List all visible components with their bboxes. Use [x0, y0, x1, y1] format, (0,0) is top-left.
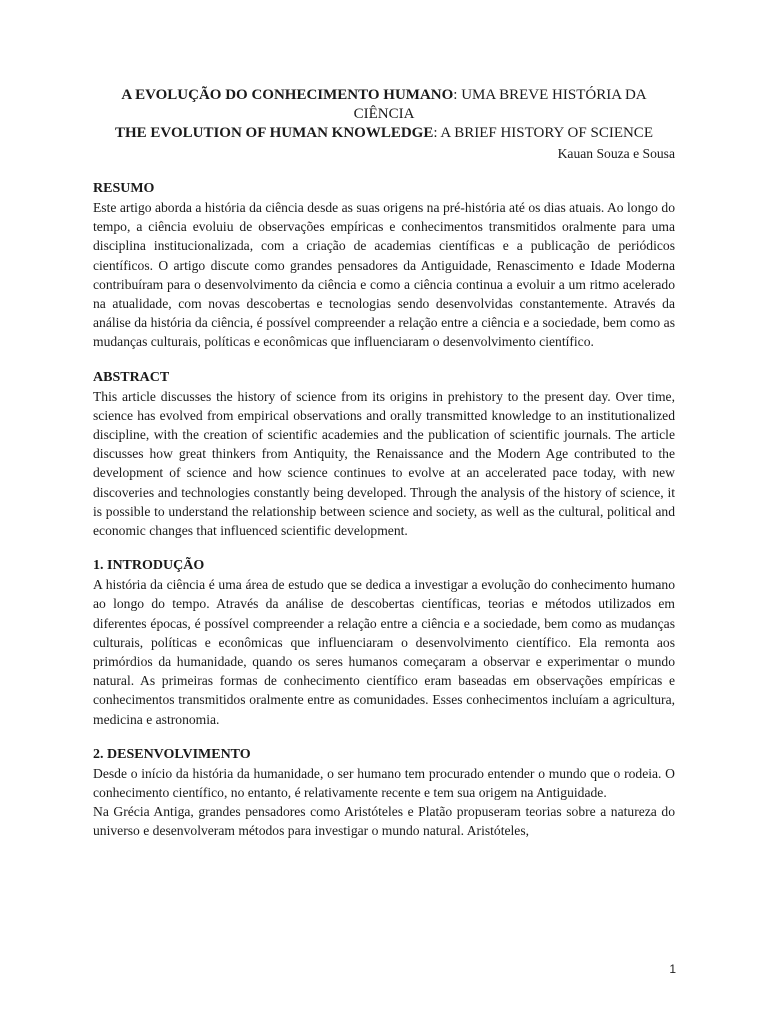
- desenvolvimento-paragraph-1: Desde o início da história da humanidade, o ser humano tem procurado entender o mundo que o rodeia. O conhecimento científico, no entanto, é relativamente recente e tem sua origem na Antiguidade.: [93, 765, 675, 801]
- title-portuguese-rest: : UMA BREVE HISTÓRIA DA CIÊNCIA: [353, 87, 647, 122]
- document-page: [93, 86, 675, 841]
- abstract-heading: ABSTRACT: [93, 369, 170, 385]
- introducao-text: A história da ciência é uma área de estudo que se dedica a investigar a evolução do conhecimento humano ao longo do tempo. Através da análise de descobertas científicas, teorias e métodos utilizados em diferentes épocas, é possível compreender a relação entre a ciência e a sociedade, bem como as mudanças culturais, políticas e econômicas que influenciaram o desenvolvimento científico. Ela remonta aos primórdios da humanidade, quando os seres humanos começaram a observar e experimentar o mundo natural. As primeiras formas de conhecimento científico eram baseadas em observações empíricas e conhecimentos transmitidos oralmente entre as comunidades. Esses conhecimentos incluíam a agricultura, medicina e astronomia.: [93, 577, 675, 727]
- title-portuguese: [93, 86, 675, 124]
- abstract-text: This article discusses the history of science from its origins in prehistory to the present day. Over time, science has evolved from empirical observations and orally transmitted knowledge to an institutionalized discipline, with the creation of scientific academies and the publication of scientific journals. The article discusses how great thinkers from Antiquity, the Renaissance and the Modern Age contributed to the development of science and how science continues to evolve at an accelerated pace today, with new discoveries and technologies constantly being developed. Through the analysis of the history of science, it is possible to understand the relationship between science and society, as well as the cultural, political and economic changes that influenced scientific development.: [93, 388, 675, 539]
- abstract-section: [93, 369, 675, 541]
- author-name: Kauan Souza e Sousa: [557, 146, 675, 161]
- introducao-section: [93, 557, 675, 729]
- desenvolvimento-heading: 2. DESENVOLVIMENTO: [93, 746, 251, 762]
- page-number: 1: [669, 962, 676, 976]
- resumo-text: Este artigo aborda a história da ciência desde as suas origens na pré-história até os dias atuais. Ao longo do tempo, a ciência evoluiu de observações empíricas e conhecimentos transmitidos oralmente para uma disciplina institucionalizada, com a criação de academias científicas e a publicação de periódicos científicos. O artigo discute como grandes pensadores da Antiguidade, Renascimento e Idade Moderna contribuíram para o desenvolvimento da ciência e como a ciência continua a evoluir a um ritmo acelerado na atualidade, com novas descobertas e tecnologias sendo desenvolvidas constantemente. Através da análise da história da ciência, é possível compreender a relação entre a ciência e a sociedade, bem como as mudanças culturais, políticas e econômicas que influenciaram o desenvolvimento científico.: [93, 200, 675, 350]
- title-english: [93, 124, 675, 143]
- introducao-heading: 1. INTRODUÇÃO: [93, 558, 205, 574]
- title-portuguese-bold: A EVOLUÇÃO DO CONHECIMENTO HUMANO: [121, 87, 454, 103]
- title-english-bold: THE EVOLUTION OF HUMAN KNOWLEDGE: [115, 125, 434, 141]
- resumo-section: [93, 180, 675, 352]
- resumo-heading: RESUMO: [93, 181, 155, 196]
- desenvolvimento-paragraph-2: Na Grécia Antiga, grandes pensadores como Aristóteles e Platão propuseram teorias sobre a natureza do universo e desenvolveram métodos para investigar o mundo natural. Aristóteles,: [93, 804, 675, 839]
- title-english-rest: : A BRIEF HISTORY OF SCIENCE: [433, 125, 653, 141]
- desenvolvimento-section: [93, 746, 675, 841]
